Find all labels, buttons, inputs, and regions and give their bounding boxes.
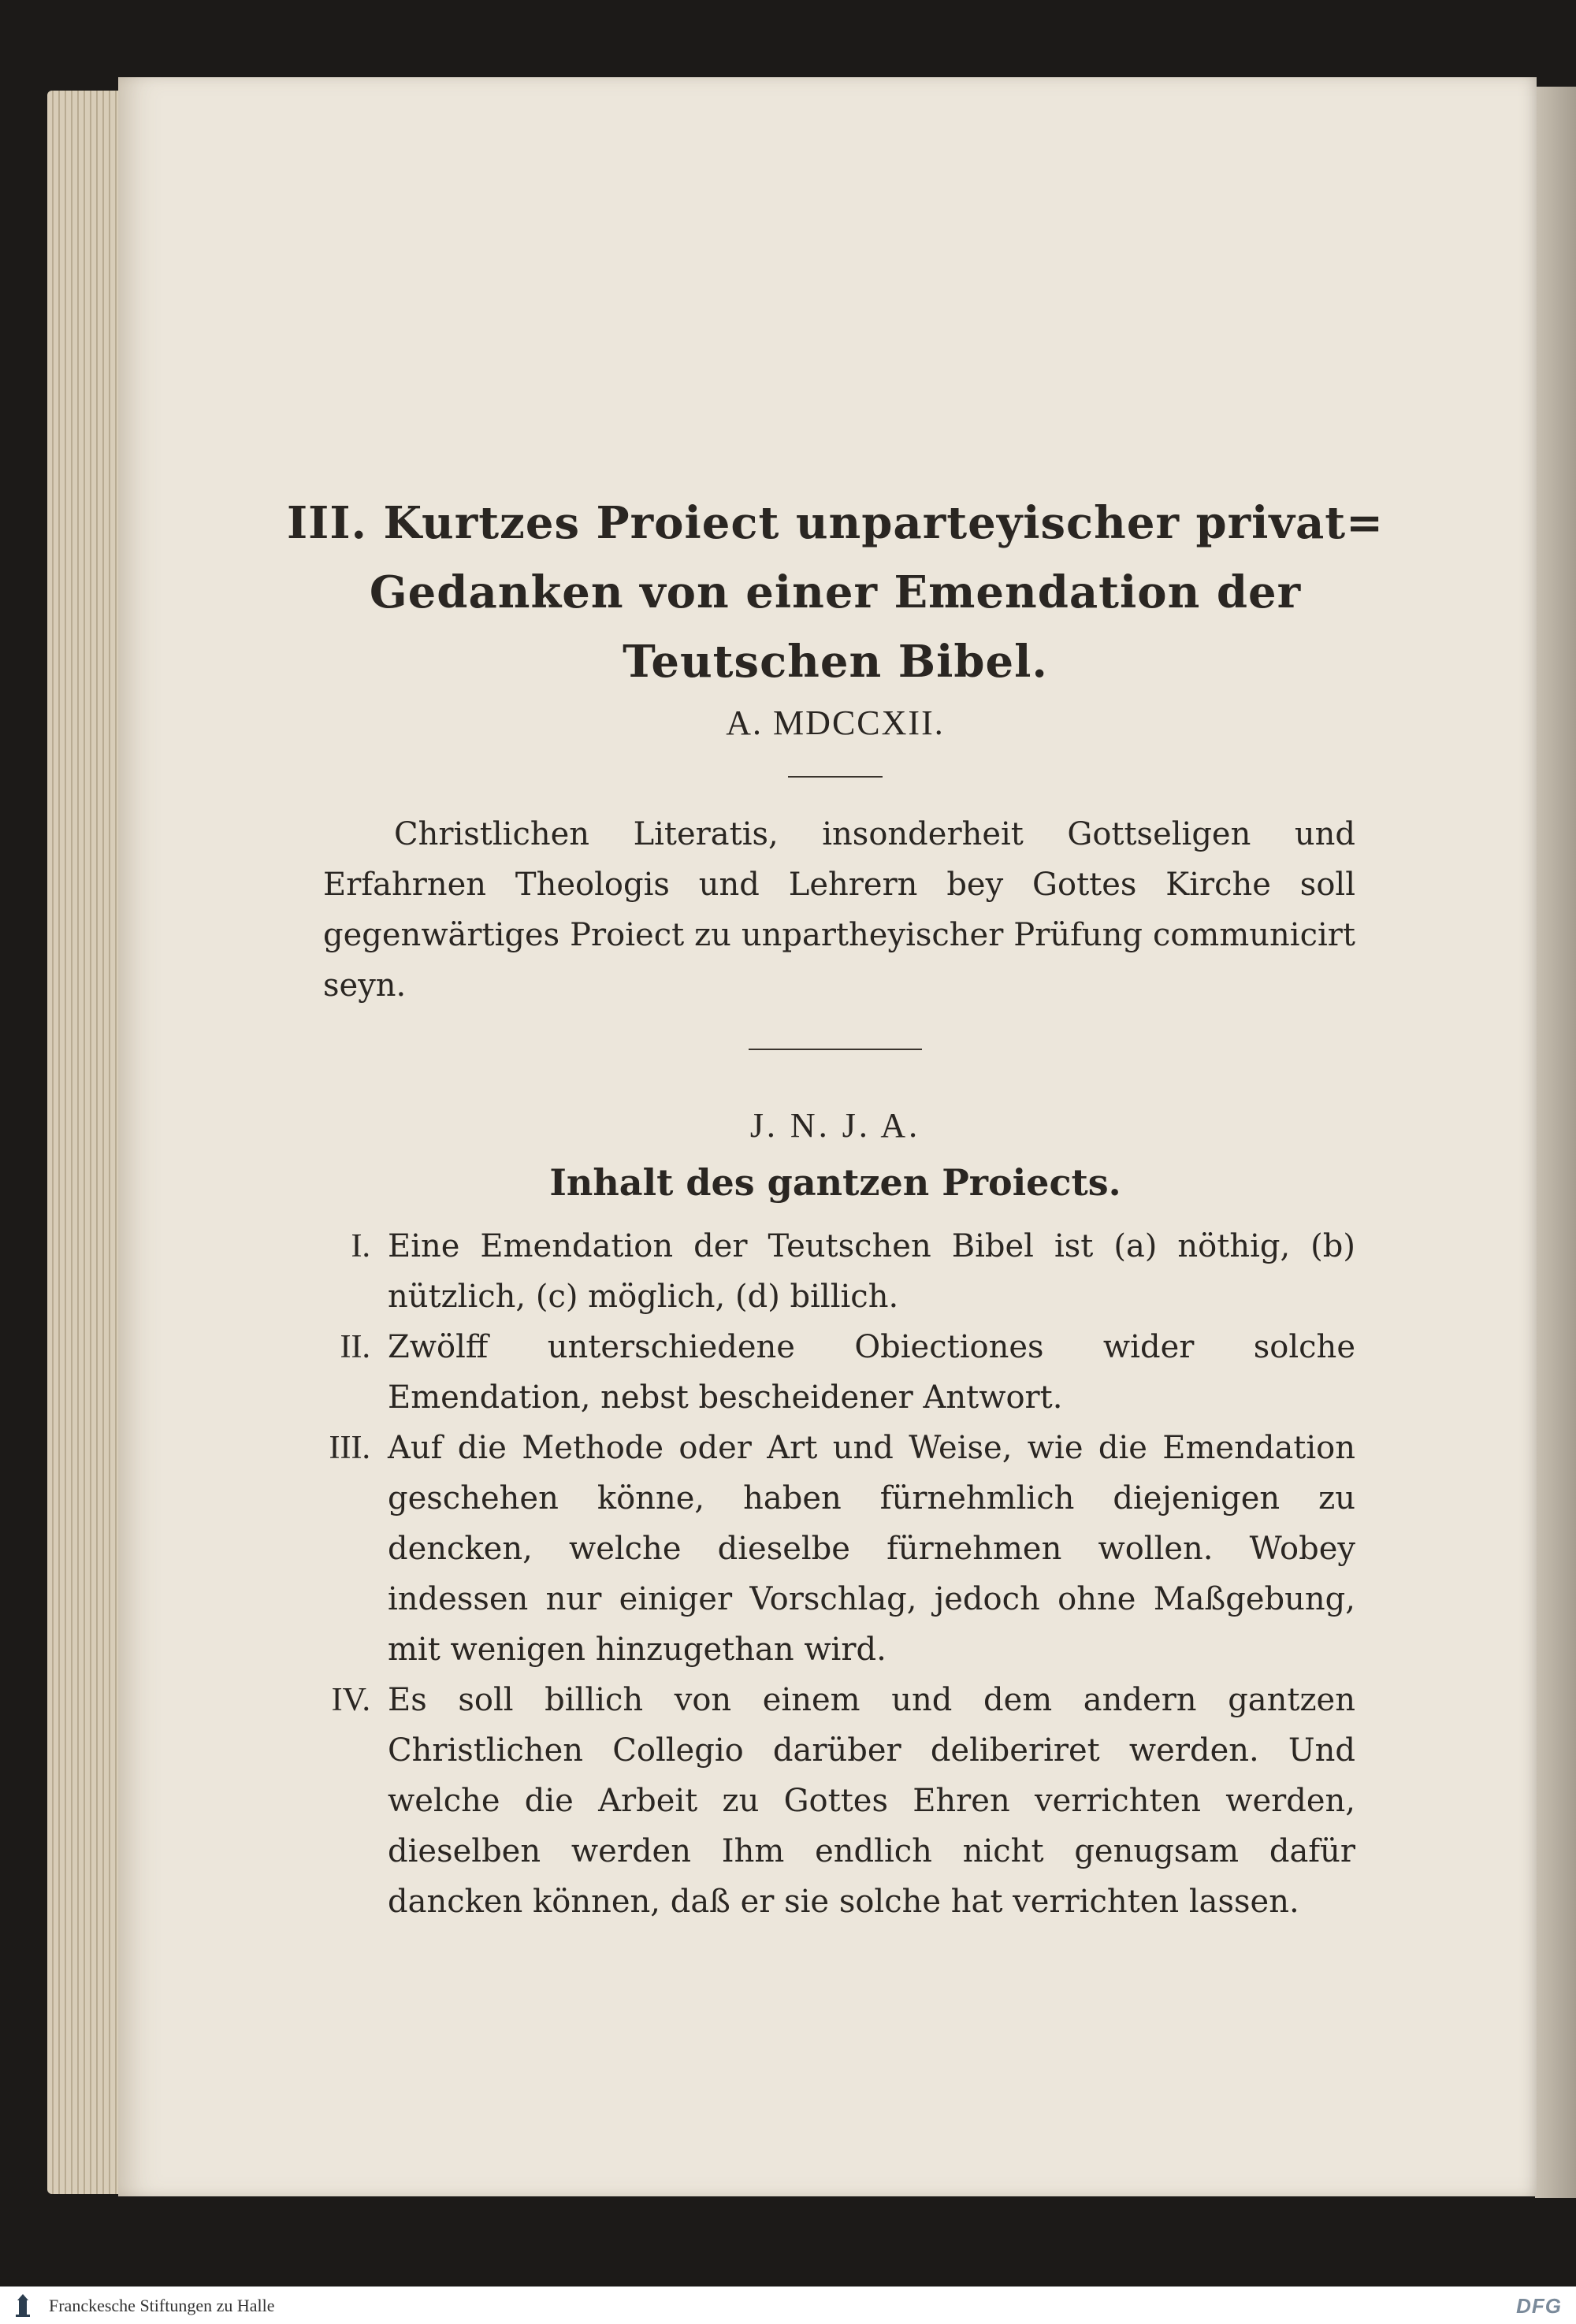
item-numeral: I. <box>351 1228 370 1264</box>
initials: J. N. J. A. <box>749 1106 921 1145</box>
list-item <box>284 1221 1387 1322</box>
dedication-paragraph: Christlichen Literatis, insonderheit Gottseligen und Erfahrnen Theologis und Lehrern bey Gottes Kirche soll gegenwärtiges Proiect zu unpartheyischer Prüfung communicirt seyn. <box>323 816 1355 1004</box>
document-title <box>284 488 1387 696</box>
page-content <box>284 488 1387 1927</box>
item-numeral: II. <box>340 1329 370 1365</box>
divider <box>749 1049 922 1050</box>
list-item <box>284 1322 1387 1423</box>
footer-left <box>0 2291 275 2321</box>
item-text: Es soll billich von einem und dem andern gantzen Christlichen Collegio darüber deliberiret werden. Und welche die Arbeit zu Gottes Ehren verrichten werden, dieselben werden Ihm endlich nicht genugsam dafür dancken können, daß er sie solche hat verrichten lassen. <box>388 1682 1355 1920</box>
title-line: Gedanken von einer Emendation der <box>369 566 1302 618</box>
item-text: Zwölff unterschiedene Obiectiones wider solche Emendation, nebst bescheidener Antwort. <box>388 1329 1355 1416</box>
document-year: A. MDCCXII. <box>726 704 945 742</box>
item-numeral: IV. <box>331 1682 370 1718</box>
item-text: Eine Emendation der Teutschen Bibel ist (a) nöthig, (b) nützlich, (c) möglich, (d) billich. <box>388 1228 1355 1315</box>
divider <box>788 776 883 778</box>
list-item <box>284 1423 1387 1675</box>
facing-page-edge <box>1535 87 1576 2198</box>
library-emblem-icon <box>8 2291 38 2321</box>
library-name[interactable]: Franckesche Stiftungen zu Halle <box>49 2296 275 2315</box>
contents-heading: Inhalt des gantzen Proiects. <box>549 1161 1121 1204</box>
list-item <box>284 1675 1387 1927</box>
item-text: Auf die Methode oder Art und Weise, wie die Emendation geschehen könne, haben fürnehmlich diejenigen zu dencken, welche dieselbe fürnehmen wollen. Wobey indessen nur einiger Vorschlag, jedoch ohne Maßgebung, mit wenigen hinzugethan wird. <box>388 1430 1355 1668</box>
title-line: III. Kurtzes Proiect unparteyischer privat= <box>286 497 1385 549</box>
title-line: Teutschen Bibel. <box>623 636 1048 688</box>
contents-list <box>284 1221 1387 1927</box>
dfg-logo[interactable]: DFG <box>1516 2293 1562 2318</box>
viewer-footer <box>0 2286 1576 2324</box>
item-numeral: III. <box>329 1430 370 1466</box>
